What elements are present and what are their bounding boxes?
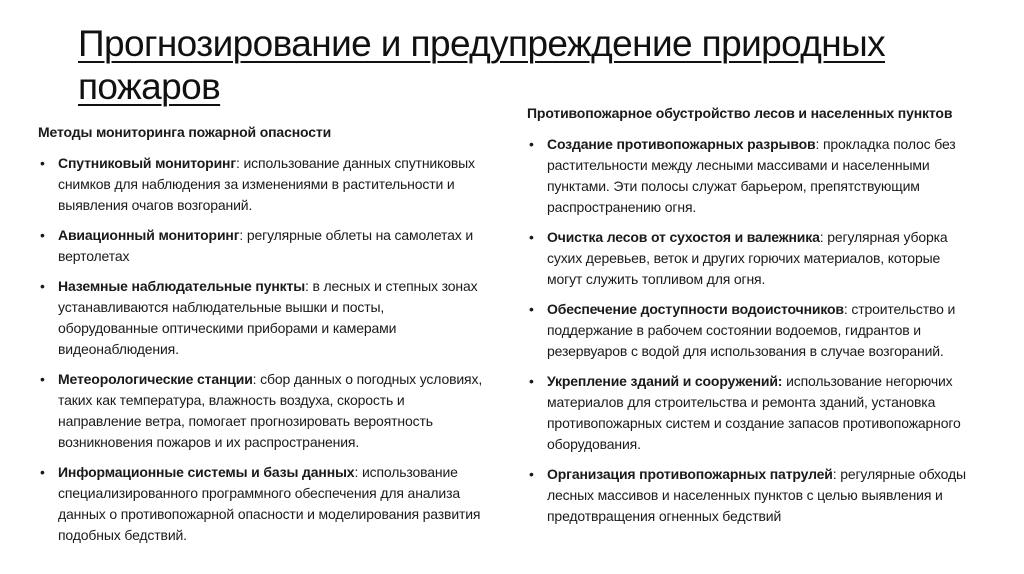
- item-term: Обеспечение доступности водоисточников: [547, 301, 844, 317]
- item-term: Метеорологические станции: [58, 371, 253, 387]
- item-text: использование данных спутниковых снимков для наблюдения за изменениями в растительности и выявления очагов возгораний.: [58, 155, 475, 213]
- fire-prevention-heading: Противопожарное обустройство лесов и населенных пунктов: [527, 105, 953, 121]
- item-term: Укрепление зданий и сооружений:: [547, 373, 783, 389]
- slide-title: Прогнозирование и предупреждение природных пожаров: [78, 23, 886, 107]
- item-text: регулярные обходы лесных массивов и населенных пунктов с целью выявления и предотвращения огненных бедствий: [547, 466, 966, 524]
- item-separator: :: [236, 155, 244, 171]
- item-separator: :: [239, 227, 247, 243]
- item-text: регулярные облеты на самолетах и вертолетах: [58, 227, 474, 264]
- list-item: [527, 299, 972, 362]
- item-separator: :: [305, 278, 313, 294]
- fire-prevention-list: [527, 134, 972, 527]
- item-separator: :: [815, 136, 823, 152]
- monitoring-methods-list: [38, 153, 488, 546]
- item-term: Авиационный мониторинг: [58, 227, 240, 243]
- list-item: [38, 276, 488, 360]
- item-term: Спутниковый мониторинг: [58, 155, 237, 171]
- list-item: [38, 225, 488, 267]
- item-term: Информационные системы и базы данных: [58, 464, 355, 480]
- monitoring-methods-heading: Методы мониторинга пожарной опасности: [38, 124, 332, 140]
- list-item: [38, 369, 488, 453]
- list-item: [527, 371, 972, 455]
- item-term: Создание противопожарных разрывов: [547, 136, 816, 152]
- fire-prevention-column: [527, 103, 972, 536]
- item-text: регулярная уборка сухих деревьев, веток и других горючих материалов, которые могут служить топливом для огня.: [547, 229, 948, 287]
- list-item: [527, 464, 972, 527]
- item-term: Наземные наблюдательные пункты: [58, 278, 306, 294]
- item-text: в лесных и степных зонах устанавливаются наблюдательные вышки и посты, оборудованные оптическими приборами и камерами видеонаблюдения.: [58, 278, 478, 357]
- item-separator: :: [843, 301, 852, 317]
- item-term: Очистка лесов от сухостоя и валежника: [547, 229, 820, 245]
- item-separator: :: [832, 466, 841, 482]
- item-term: Организация противопожарных патрулей: [547, 466, 833, 482]
- item-separator: :: [252, 371, 261, 387]
- item-separator: :: [354, 464, 362, 480]
- item-text: сбор данных о погодных условиях, таких как температура, влажность воздуха, скорость и направление ветра, помогает прогнозировать вероятность возникновения пожаров и их распространения.: [58, 371, 483, 450]
- list-item: [38, 153, 488, 216]
- item-separator: :: [819, 229, 828, 245]
- item-text: использование негорючих материалов для строительства и ремонта зданий, установка противопожарных систем и создание запасов противопожарного оборудования.: [547, 373, 961, 452]
- item-text: строительство и поддержание в рабочем состоянии водоемов, гидрантов и резервуаров с водой для использования в случае возгораний.: [547, 301, 956, 359]
- list-item: [527, 227, 972, 290]
- list-item: [527, 134, 972, 218]
- list-item: [38, 462, 488, 546]
- item-text: прокладка полос без растительности между лесными массивами и населенными пунктами. Эти полосы служат барьером, препятствующим распространению огня.: [547, 136, 956, 215]
- monitoring-methods-column: [38, 122, 488, 555]
- item-text: использование специализированного программного обеспечения для анализа данных о противопожарной опасности и моделирования развития подобных бедствий.: [58, 464, 481, 543]
